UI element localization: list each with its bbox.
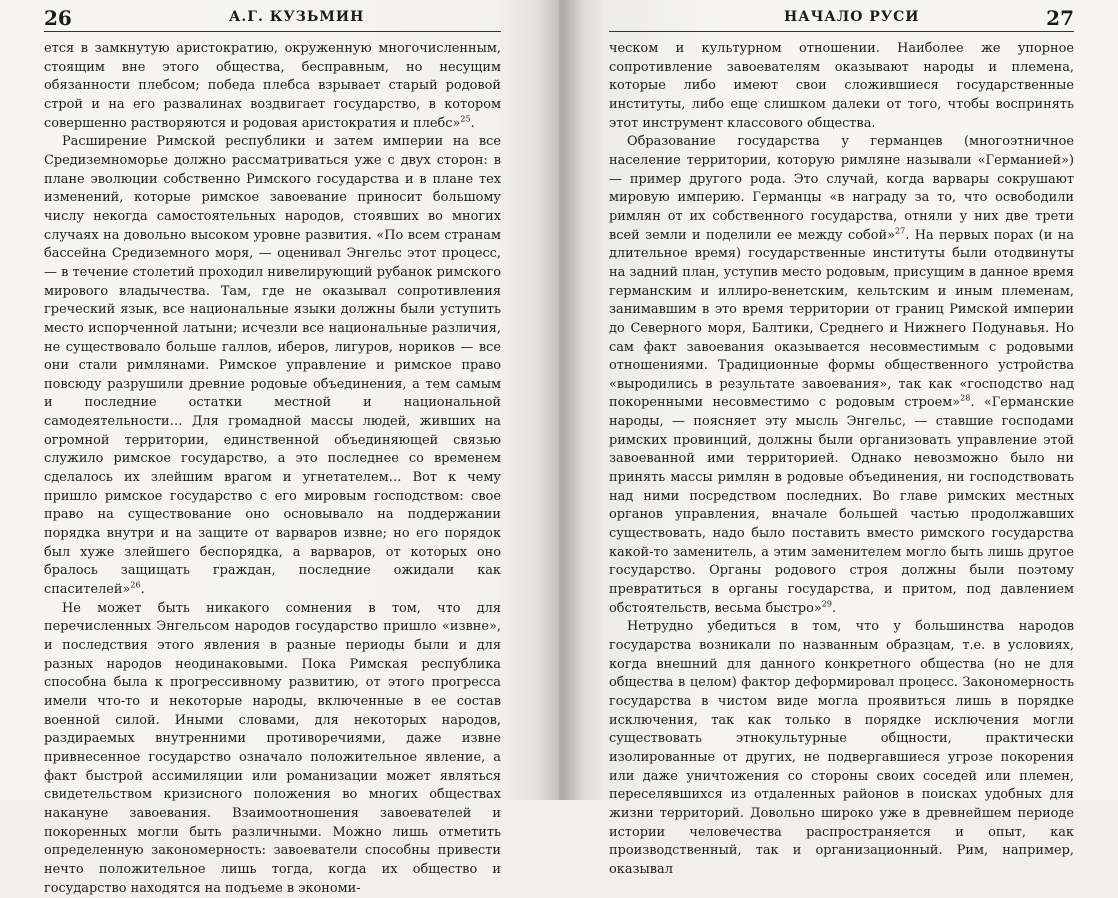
page-number: 27 xyxy=(1046,6,1074,30)
header-rule xyxy=(609,31,1074,32)
paragraph: Расширение Римской республики и затем империи на все Средиземноморье должно рассматриваться уже с двух сторон: в плане эволюции собственно Римского государства и в плане тех изменений, которые римское завоевание приносит большому числу некогда самостоятельных народов, стоявших во многих случаях на довольно высоком уровне развития. «По всем странам бассейна Средиземного моря, — оценивал Энгельс этот процесс, — в течение столетий проходил нивелирующий рубанок римского мирового владычества. Там, где не оказывал сопротивления греческий язык, все национальные языки должны были уступить место испорченной латыни; исчезли все национальные различия, не существовало больше галлов, иберов, лигуров, нориков — все они стали римлянами. Римское управление и римское право повсюду разрушили древние родовые объединения, а тем самым и последние остатки местной и национальной самодеятельности… Для громадной массы людей, живших на огромной территории, единственной объединяющей связью служило римское государство, а это последнее со временем сделалось их злейшим врагом и угнетателем… Вот к чему пришло римское государство с его мировым господством: свое право на существование оно основывало на поддержании порядка внутри и на защите от варваров извне; но его порядок был хуже злейшего беспорядка, а варваров, от которых оно бралось защищать граждан, последние ожидали как спасителей»$^{26}$. xyxy=(44,134,501,598)
paragraph: ческом и культурном отношении. Наиболее же упорное сопротивление завоевателям оказывают народы и племена, которые либо имеют свои сложившиеся государственные институты, либо еще слишком далеки от того, чтобы воспринять этот инструмент классового общества. xyxy=(609,41,1074,131)
running-title: НАЧАЛО РУСИ xyxy=(784,9,920,25)
left-page-header xyxy=(44,0,501,34)
footnote-ref: 28 xyxy=(960,394,971,404)
footnote-ref: 29 xyxy=(821,599,832,609)
left-page xyxy=(0,0,559,896)
footnote-ref: 25 xyxy=(460,114,471,124)
right-page-header xyxy=(609,0,1074,34)
paragraph: Образование государства у германцев (многоэтничное население территории, которую римляне называли «Германией») — пример другого рода. Это случай, когда варвары сокрушают мировую империю. Германцы «в награду за то, что освободили римлян от их собственного государства, отняли у них две трети всей земли и поделили ее между собой»$^{27}$. На первых порах (и на длительное время) государственные институты были отодвинуты на задний план, уступив место родовым, присущим в данное время германским и иллиро-венетским, кельтским и иным племенам, занимавшим в это время территории от границ Римской империи до Северного моря, Балтики, Среднего и Нижнего Подунавья. Но сам факт завоевания оказывается несовместимым с родовыми отношениями. Традиционные формы общественного устройства «выродились в результате завоевания», так как «господство над покоренными несовместимо с родовым строем»$^{28}$. «Германские народы, — поясняет эту мысль Энгельс, — ставшие господами римских провинций, должны были организовать управление этой завоеванной ими территорией. Однако невозможно было ни принять массы римлян в родовые объединения, ни господствовать над ними посредством последних. Во главе римских местных органов управления, вначале большей частью продолжавших существовать, надо было поставить вместо римского государства какой-то заменитель, а этим заменителем могло быть лишь другое государство. Органы родового строя должны были поэтому превратиться в органы государства, и притом, под давлением обстоятельств, весьма быстро»$^{29}$. xyxy=(609,134,1074,616)
header-rule xyxy=(44,31,501,32)
running-title: А.Г. КУЗЬМИН xyxy=(229,9,365,25)
paragraph: Не может быть никакого сомнения в том, что для перечисленных Энгельсом народов государство пришло «извне», и последствия этого явления в разные периоды были и для разных народов неодинаковыми. Пока Римская республика способна была к прогрессивному развитию, от этого прогресса имели что-то и некоторые народы, включенные в ее состав военной силой. Иными словами, для некоторых народов, раздираемых внутренними противоречиями, даже извне привнесенное государство означало положительное явление, а факт быстрой ассимиляции или романизации может являться свидетельством кризисного положения во многих обществах накануне завоевания. Взаимоотношения завоевателей и покоренных могли быть различными. Можно лишь отметить определенную закономерность: завоеватели способны привести нечто положительное лишь тогда, когда их общество и государство находятся на подъеме в экономи- xyxy=(44,600,501,896)
page-number: 26 xyxy=(44,6,72,30)
footnote-ref: 26 xyxy=(130,580,141,590)
paragraph: ется в замкнутую аристократию, окруженную многочисленным, стоящим вне этого общества, бесправным, но несущим обязанности плебсом; победа плебса взрывает старый родовой строй и на его развалинах воздвигает государство, в котором совершенно растворяются и родовая аристократия и плебс»$^{25}$. xyxy=(44,41,501,131)
footnote-ref: 27 xyxy=(895,226,906,236)
right-page xyxy=(559,0,1118,877)
right-page-body xyxy=(609,40,1074,880)
left-page-body xyxy=(44,40,501,898)
paragraph: Нетрудно убедиться в том, что у большинства народов государства возникали по названным образцам, т.е. в условиях, когда внешний для данного конкретного общества (но не для общества в целом) фактор деформировал процесс. Закономерность государства в чистом виде могла проявиться лишь в порядке исключения, так как только в порядке исключения могли существовать этнокультурные общности, практически изолированные от других, не подвергавшиеся угрозе покорения или даже уничтожения со стороны своих соседей или племен, переселявшихся из отдаленных районов в поисках удобных для жизни территорий. Довольно широко уже в древнейшем периоде истории человечества распространяется и опыт, как производственный, так и организационный. Рим, например, оказывал xyxy=(609,619,1074,877)
